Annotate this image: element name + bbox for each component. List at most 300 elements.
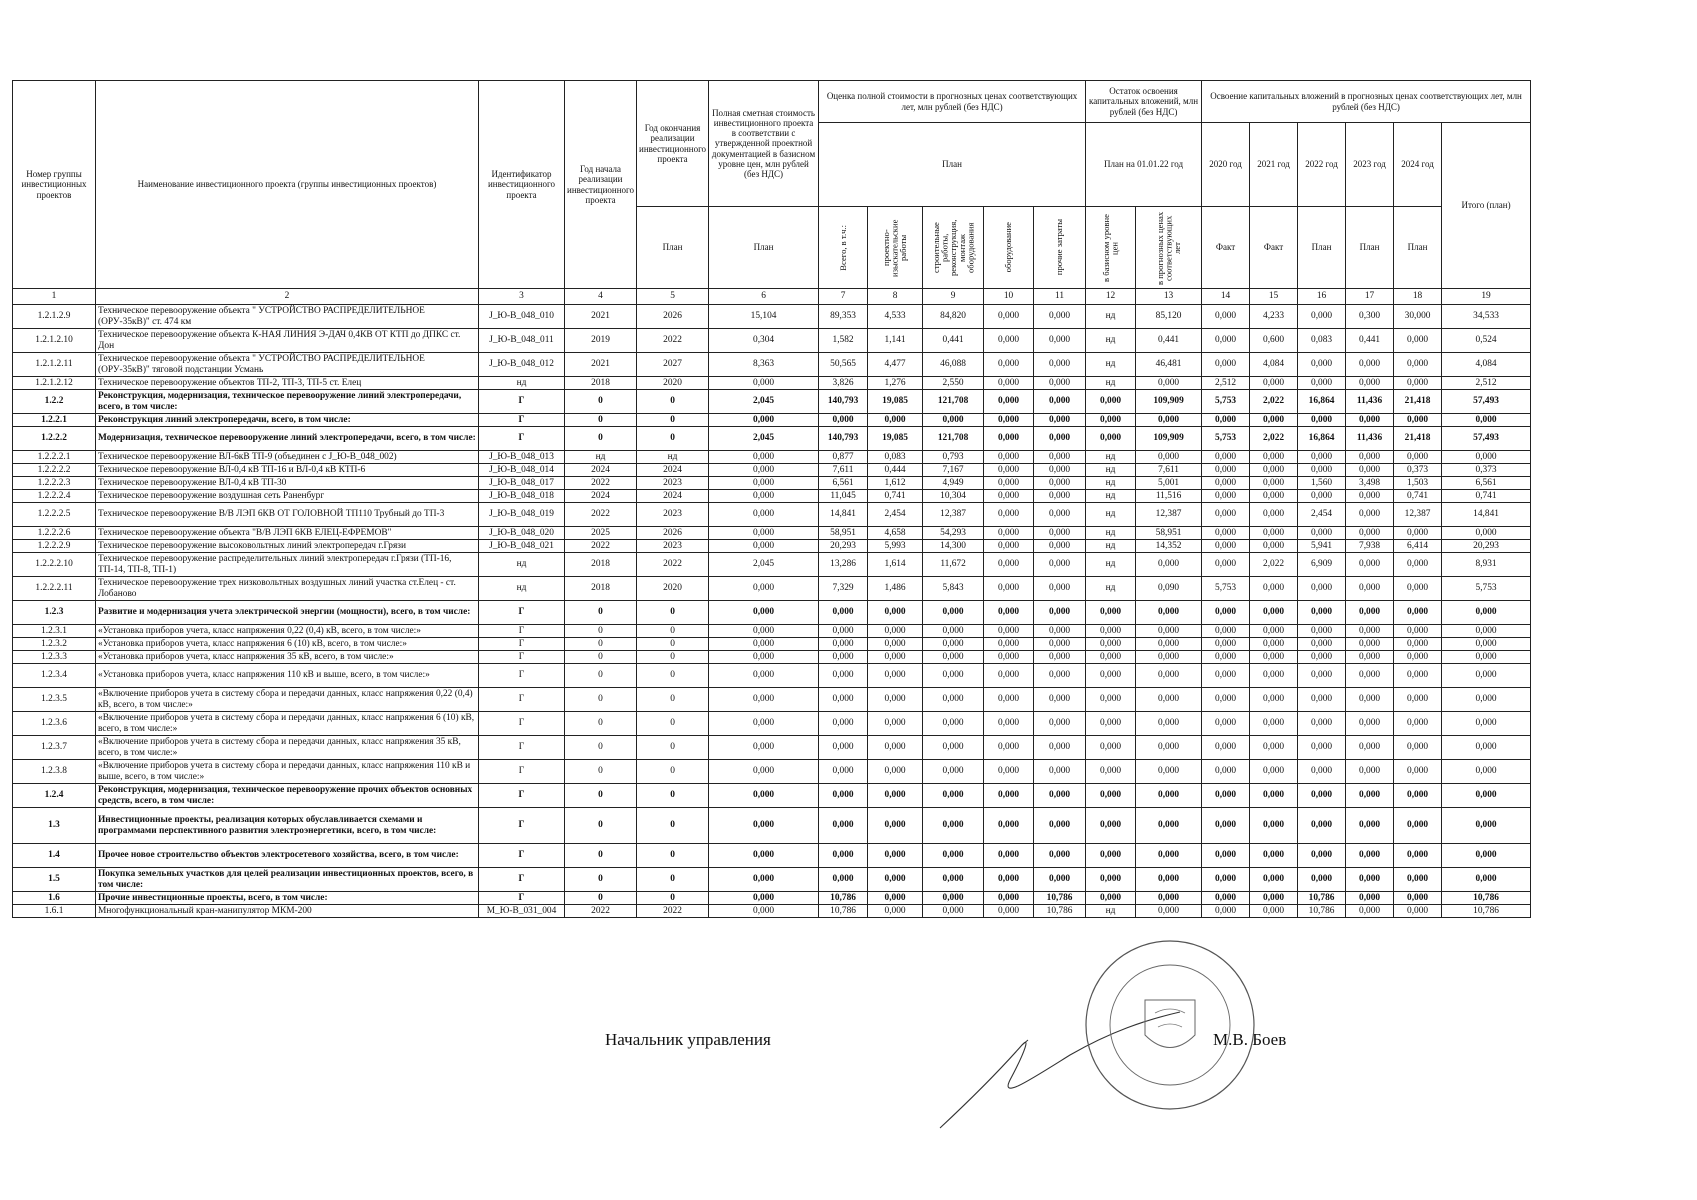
table-cell: 0,000 xyxy=(1086,651,1136,664)
column-number: 10 xyxy=(984,289,1034,305)
table-cell: 0,793 xyxy=(923,451,984,464)
table-cell: 10,786 xyxy=(1034,905,1086,918)
table-cell: 0,000 xyxy=(923,712,984,736)
table-cell: 0,000 xyxy=(1136,688,1202,712)
table-cell: 0 xyxy=(565,601,637,625)
table-cell: 0,000 xyxy=(1346,490,1394,503)
table-cell: 0,000 xyxy=(1086,601,1136,625)
table-cell: 0,000 xyxy=(923,664,984,688)
table-cell: нд xyxy=(1086,329,1136,353)
row-number: 1.2.2.2 xyxy=(13,427,96,451)
table-cell: 0,000 xyxy=(819,844,868,868)
table-cell: 0 xyxy=(565,736,637,760)
table-cell: 1,582 xyxy=(819,329,868,353)
table-cell: 0,000 xyxy=(1136,601,1202,625)
table-cell: 0,000 xyxy=(709,892,819,905)
table-cell: 0,000 xyxy=(984,638,1034,651)
header-full-cost: Полная сметная стоимость инвестиционного проекта в соответствии с утвержденной проектной документацией в базисном уровне цен, млн рублей (без НДС) xyxy=(709,81,819,207)
table-cell: 0,000 xyxy=(1034,390,1086,414)
table-cell: 0,000 xyxy=(984,688,1034,712)
table-cell: 0,000 xyxy=(923,651,984,664)
table-cell: 0,741 xyxy=(1394,490,1442,503)
header-year-2024: 2024 год xyxy=(1394,123,1442,207)
table-cell: 0,000 xyxy=(1202,503,1250,527)
table-cell: 57,493 xyxy=(1442,427,1531,451)
table-row xyxy=(13,353,1531,377)
table-cell: 0,000 xyxy=(819,784,868,808)
header-estimate-plan: План xyxy=(819,123,1086,207)
table-cell: 0,000 xyxy=(1136,638,1202,651)
table-cell: нд xyxy=(1086,553,1136,577)
table-cell: 19,085 xyxy=(868,390,923,414)
table-cell: 0,000 xyxy=(1202,651,1250,664)
table-cell: Г xyxy=(479,414,565,427)
table-cell: 57,493 xyxy=(1442,390,1531,414)
table-cell: 0,000 xyxy=(1346,664,1394,688)
table-cell: 0,000 xyxy=(1346,808,1394,844)
table-cell: 0,000 xyxy=(1034,638,1086,651)
table-cell: 0,000 xyxy=(984,712,1034,736)
table-cell: 0,000 xyxy=(1136,868,1202,892)
row-number: 1.4 xyxy=(13,844,96,868)
table-cell: 0,000 xyxy=(819,638,868,651)
table-cell: 0,000 xyxy=(1086,784,1136,808)
table-cell: 0 xyxy=(565,808,637,844)
table-cell: 15,104 xyxy=(709,305,819,329)
table-cell: 0 xyxy=(565,638,637,651)
table-cell: 46,088 xyxy=(923,353,984,377)
table-cell: 0,000 xyxy=(1202,784,1250,808)
table-cell: 0,000 xyxy=(1202,844,1250,868)
table-cell: 0,000 xyxy=(1086,414,1136,427)
table-cell: 0,000 xyxy=(1298,688,1346,712)
table-cell: 0,000 xyxy=(1346,625,1394,638)
table-cell: 0,083 xyxy=(1298,329,1346,353)
table-cell: 2023 xyxy=(637,540,709,553)
table-cell: Г xyxy=(479,736,565,760)
table-cell: 0,000 xyxy=(1136,651,1202,664)
table-cell: 0,000 xyxy=(1250,451,1298,464)
row-number: 1.2.2.2.1 xyxy=(13,451,96,464)
table-cell: 0,000 xyxy=(709,905,819,918)
table-cell: 2022 xyxy=(637,553,709,577)
table-cell: 2021 xyxy=(565,353,637,377)
column-number: 4 xyxy=(565,289,637,305)
table-cell: Г xyxy=(479,784,565,808)
column-number: 14 xyxy=(1202,289,1250,305)
column-number-row xyxy=(13,289,1531,305)
table-cell: 0,000 xyxy=(868,736,923,760)
table-cell: 14,841 xyxy=(819,503,868,527)
table-cell: 0,000 xyxy=(1202,414,1250,427)
table-cell: 2,045 xyxy=(709,390,819,414)
row-number: 1.6.1 xyxy=(13,905,96,918)
table-cell: 2025 xyxy=(565,527,637,540)
project-name: Техническое перевооружение объектов ТП-2, ТП-3, ТП-5 ст. Елец xyxy=(96,377,479,390)
table-cell: 0,000 xyxy=(1202,625,1250,638)
table-cell: 19,085 xyxy=(868,427,923,451)
table-cell: 0,000 xyxy=(923,808,984,844)
table-cell: J_Ю-В_048_014 xyxy=(479,464,565,477)
column-number: 16 xyxy=(1298,289,1346,305)
table-cell: 0,000 xyxy=(1034,464,1086,477)
table-cell: 0,000 xyxy=(1034,540,1086,553)
table-cell: 46,481 xyxy=(1136,353,1202,377)
table-cell: 0,000 xyxy=(1298,601,1346,625)
table-cell: 0,000 xyxy=(868,638,923,651)
table-cell: 0,000 xyxy=(709,736,819,760)
row-number: 1.2.3 xyxy=(13,601,96,625)
table-cell: 0,000 xyxy=(984,503,1034,527)
table-cell: 0,000 xyxy=(1034,664,1086,688)
table-cell: 0,000 xyxy=(1136,664,1202,688)
table-cell: J_Ю-В_048_010 xyxy=(479,305,565,329)
table-cell: Г xyxy=(479,808,565,844)
table-cell: 7,611 xyxy=(1136,464,1202,477)
table-cell: 0,000 xyxy=(1298,527,1346,540)
table-cell: 0,000 xyxy=(923,625,984,638)
table-cell: 0,000 xyxy=(819,760,868,784)
table-cell: 0 xyxy=(637,638,709,651)
table-cell: 0 xyxy=(637,427,709,451)
table-cell: 0,000 xyxy=(1442,638,1531,651)
table-cell: 0,000 xyxy=(1442,712,1531,736)
table-cell: 0,000 xyxy=(709,503,819,527)
table-cell: 2,454 xyxy=(1298,503,1346,527)
table-cell: 0,000 xyxy=(1346,892,1394,905)
table-cell: 0,000 xyxy=(1202,712,1250,736)
table-cell: 0 xyxy=(637,664,709,688)
official-seal xyxy=(1080,935,1260,1115)
header-year-2022: 2022 год xyxy=(1298,123,1346,207)
table-cell: 0,000 xyxy=(1298,664,1346,688)
header-2022-plan: План xyxy=(1298,207,1346,289)
project-name: «Установка приборов учета, класс напряжения 0,22 (0,4) кВ, всего, в том числе:» xyxy=(96,625,479,638)
table-cell: 109,909 xyxy=(1136,427,1202,451)
table-cell: 16,864 xyxy=(1298,390,1346,414)
table-cell: Г xyxy=(479,638,565,651)
table-cell: нд xyxy=(1086,540,1136,553)
column-number: 5 xyxy=(637,289,709,305)
table-cell: 0,000 xyxy=(1034,868,1086,892)
row-number: 1.2.2.2.6 xyxy=(13,527,96,540)
table-cell: 0,000 xyxy=(1034,844,1086,868)
table-cell: 0,000 xyxy=(1034,736,1086,760)
table-cell: 2024 xyxy=(637,464,709,477)
table-cell: 0,000 xyxy=(709,808,819,844)
table-cell: нд xyxy=(1086,905,1136,918)
table-cell: 2024 xyxy=(637,490,709,503)
table-cell: 0,000 xyxy=(1394,553,1442,577)
table-cell: 0,000 xyxy=(984,490,1034,503)
table-cell: 0,000 xyxy=(984,905,1034,918)
table-cell: 0,000 xyxy=(1442,651,1531,664)
table-cell: J_Ю-В_048_013 xyxy=(479,451,565,464)
table-cell: 0,000 xyxy=(868,784,923,808)
table-cell: Г xyxy=(479,892,565,905)
table-cell: 0,000 xyxy=(984,329,1034,353)
header-base-prices: в базисном уровне цен xyxy=(1100,213,1120,282)
table-cell: 0,000 xyxy=(709,688,819,712)
table-cell: J_Ю-В_048_019 xyxy=(479,503,565,527)
table-cell: 1,503 xyxy=(1394,477,1442,490)
table-cell: 0,000 xyxy=(709,451,819,464)
table-cell: 0,444 xyxy=(868,464,923,477)
row-number: 1.2.3.5 xyxy=(13,688,96,712)
table-row xyxy=(13,464,1531,477)
table-cell: 0,000 xyxy=(1202,477,1250,490)
table-cell: 0,000 xyxy=(868,601,923,625)
table-cell: 2018 xyxy=(565,577,637,601)
table-cell: 0,373 xyxy=(1394,464,1442,477)
table-cell: 0,000 xyxy=(1394,844,1442,868)
table-cell: 2027 xyxy=(637,353,709,377)
table-cell: 0,000 xyxy=(1442,664,1531,688)
table-cell: 0,000 xyxy=(1250,651,1298,664)
table-cell: 0,000 xyxy=(1250,414,1298,427)
table-cell: 0,000 xyxy=(1346,503,1394,527)
table-cell: 0,000 xyxy=(984,892,1034,905)
table-cell: 0,000 xyxy=(868,868,923,892)
table-cell: 0,000 xyxy=(1086,427,1136,451)
project-name: Развитие и модернизация учета электрической энергии (мощности), всего, в том числе: xyxy=(96,601,479,625)
table-row xyxy=(13,760,1531,784)
table-cell: 0,000 xyxy=(1298,577,1346,601)
header-design-works: проектно-изыскательские работы xyxy=(881,218,909,277)
table-cell: 0,000 xyxy=(1346,377,1394,390)
table-cell: 8,363 xyxy=(709,353,819,377)
table-cell: 0,000 xyxy=(1202,892,1250,905)
table-cell: нд xyxy=(479,553,565,577)
header-year-end: Год окончания реализации инвестиционного проекта xyxy=(637,81,709,207)
table-cell: 0 xyxy=(637,892,709,905)
table-cell: 10,786 xyxy=(1442,892,1531,905)
table-cell: 2,550 xyxy=(923,377,984,390)
table-cell: 0,000 xyxy=(1394,625,1442,638)
table-cell: 0,000 xyxy=(923,601,984,625)
table-cell: 0,000 xyxy=(1298,414,1346,427)
table-cell: 3,826 xyxy=(819,377,868,390)
table-cell: нд xyxy=(1086,527,1136,540)
table-row xyxy=(13,377,1531,390)
table-cell: 0,000 xyxy=(984,868,1034,892)
table-cell: 0,000 xyxy=(1394,712,1442,736)
table-cell: 0,000 xyxy=(984,808,1034,844)
project-name: Инвестиционные проекты, реализация которых обуславливается схемами и программами перспективного развития электроэнергетики, всего, в том числе: xyxy=(96,808,479,844)
table-cell: 0,000 xyxy=(1250,477,1298,490)
table-cell: 5,753 xyxy=(1202,390,1250,414)
table-cell: 12,387 xyxy=(1394,503,1442,527)
table-cell: 109,909 xyxy=(1136,390,1202,414)
table-cell: 0,600 xyxy=(1250,329,1298,353)
table-cell: 2022 xyxy=(565,477,637,490)
table-cell: 6,909 xyxy=(1298,553,1346,577)
table-cell: 11,436 xyxy=(1346,390,1394,414)
table-cell: 0,000 xyxy=(923,638,984,651)
table-cell: 0 xyxy=(637,390,709,414)
table-cell: 140,793 xyxy=(819,390,868,414)
table-cell: 121,708 xyxy=(923,427,984,451)
table-cell: 0,000 xyxy=(709,601,819,625)
table-cell: 0,000 xyxy=(709,760,819,784)
table-cell: 0 xyxy=(565,651,637,664)
table-row xyxy=(13,577,1531,601)
row-number: 1.2.1.2.12 xyxy=(13,377,96,390)
table-cell: 0,000 xyxy=(709,712,819,736)
column-number: 6 xyxy=(709,289,819,305)
table-cell: 0,000 xyxy=(1086,712,1136,736)
table-cell: 0,000 xyxy=(1086,688,1136,712)
table-cell: 0,000 xyxy=(709,844,819,868)
table-cell: 12,387 xyxy=(1136,503,1202,527)
table-cell: 0,000 xyxy=(819,651,868,664)
table-cell: 0 xyxy=(637,868,709,892)
project-name: Реконструкция линий электропередачи, всего, в том числе: xyxy=(96,414,479,427)
table-cell: 0,000 xyxy=(1346,712,1394,736)
table-cell: 0 xyxy=(637,414,709,427)
table-cell: нд xyxy=(1086,477,1136,490)
table-cell: 2020 xyxy=(637,377,709,390)
project-name: Модернизация, техническое перевооружение линий электропередачи, всего, в том числе: xyxy=(96,427,479,451)
project-name: Прочее новое строительство объектов электросетевого хозяйства, всего, в том числе: xyxy=(96,844,479,868)
row-number: 1.2.3.7 xyxy=(13,736,96,760)
table-cell: 0,000 xyxy=(984,377,1034,390)
table-cell: 0,000 xyxy=(1250,844,1298,868)
table-cell: нд xyxy=(565,451,637,464)
table-cell: 0,000 xyxy=(1250,490,1298,503)
table-cell: 2020 xyxy=(637,577,709,601)
table-cell: 2,512 xyxy=(1442,377,1531,390)
table-cell: 0,000 xyxy=(984,784,1034,808)
table-cell: 12,387 xyxy=(923,503,984,527)
project-name: Техническое перевооружение объекта " УСТРОЙСТВО РАСПРЕДЕЛИТЕЛЬНОЕ (ОРУ-35кВ)" тяговой подстанции Усмань xyxy=(96,353,479,377)
investment-program-table xyxy=(12,80,1531,918)
table-cell: 0 xyxy=(637,760,709,784)
table-cell: 2018 xyxy=(565,553,637,577)
table-cell: 0 xyxy=(637,625,709,638)
row-number: 1.2.4 xyxy=(13,784,96,808)
row-number: 1.2.2.1 xyxy=(13,414,96,427)
row-number: 1.2.3.8 xyxy=(13,760,96,784)
table-cell: 0,000 xyxy=(923,844,984,868)
table-cell: 0,000 xyxy=(1250,760,1298,784)
row-number: 1.5 xyxy=(13,868,96,892)
table-cell: 0 xyxy=(565,892,637,905)
table-cell: 0,000 xyxy=(1202,305,1250,329)
table-cell: 0,000 xyxy=(1136,760,1202,784)
table-cell: 0,000 xyxy=(1136,625,1202,638)
table-cell: 0,000 xyxy=(709,490,819,503)
table-cell: 0,000 xyxy=(1394,688,1442,712)
table-cell: 0,000 xyxy=(984,844,1034,868)
table-cell: 0,000 xyxy=(819,601,868,625)
table-cell: 0,000 xyxy=(819,868,868,892)
table-row xyxy=(13,638,1531,651)
header-year-2023: 2023 год xyxy=(1346,123,1394,207)
table-cell: 2026 xyxy=(637,527,709,540)
header-other-costs: прочие затраты xyxy=(1054,219,1065,276)
table-body xyxy=(13,289,1531,918)
table-cell: 10,786 xyxy=(819,905,868,918)
table-cell: J_Ю-В_048_018 xyxy=(479,490,565,503)
table-cell: 0,000 xyxy=(709,577,819,601)
row-number: 1.2.2.2.9 xyxy=(13,540,96,553)
column-number: 19 xyxy=(1442,289,1531,305)
table-cell: 0,000 xyxy=(1442,527,1531,540)
table-cell: 0 xyxy=(565,844,637,868)
table-cell: 0,000 xyxy=(819,808,868,844)
table-cell: 0,000 xyxy=(1298,625,1346,638)
row-number: 1.2.3.6 xyxy=(13,712,96,736)
table-cell: 16,864 xyxy=(1298,427,1346,451)
column-number: 13 xyxy=(1136,289,1202,305)
table-cell: 0,000 xyxy=(1034,490,1086,503)
project-name: Прочие инвестиционные проекты, всего, в том числе: xyxy=(96,892,479,905)
table-cell: 0,000 xyxy=(1202,527,1250,540)
table-cell: 0,000 xyxy=(1394,451,1442,464)
table-cell: 0,000 xyxy=(1346,868,1394,892)
table-cell: J_Ю-В_048_021 xyxy=(479,540,565,553)
table-cell: 7,938 xyxy=(1346,540,1394,553)
table-cell: 14,841 xyxy=(1442,503,1531,527)
table-cell: 0,000 xyxy=(1298,712,1346,736)
project-name: Техническое перевооружение трех низковольтных воздушных линий участка ст.Елец - ст. Лобаново xyxy=(96,577,479,601)
table-cell: 50,565 xyxy=(819,353,868,377)
table-cell: нд xyxy=(1086,464,1136,477)
table-cell: 0,000 xyxy=(1394,808,1442,844)
table-cell: 0,000 xyxy=(1086,868,1136,892)
table-cell: 10,304 xyxy=(923,490,984,503)
table-cell: 0,000 xyxy=(984,305,1034,329)
header-forecast-prices: в прогнозных ценах соответствующих лет xyxy=(1154,210,1182,285)
row-number: 1.2.3.1 xyxy=(13,625,96,638)
table-cell: 0,000 xyxy=(1034,451,1086,464)
table-cell: 2024 xyxy=(565,464,637,477)
table-cell: 0,000 xyxy=(923,892,984,905)
table-cell: 0,000 xyxy=(1086,844,1136,868)
table-row xyxy=(13,540,1531,553)
table-cell: 0,000 xyxy=(1394,892,1442,905)
table-cell: 0,000 xyxy=(1034,784,1086,808)
header-plan-0101: План на 01.01.22 год xyxy=(1086,123,1202,207)
table-cell: 0,000 xyxy=(868,905,923,918)
row-number: 1.2.3.2 xyxy=(13,638,96,651)
table-cell: 5,753 xyxy=(1442,577,1531,601)
table-cell: 2,022 xyxy=(1250,553,1298,577)
table-cell: 0,000 xyxy=(709,651,819,664)
table-cell: J_Ю-В_048_020 xyxy=(479,527,565,540)
table-cell: 13,286 xyxy=(819,553,868,577)
table-cell: 0,000 xyxy=(1034,553,1086,577)
column-number: 8 xyxy=(868,289,923,305)
table-row xyxy=(13,808,1531,844)
table-cell: 0,000 xyxy=(1202,638,1250,651)
header-project-name: Наименование инвестиционного проекта (группы инвестиционных проектов) xyxy=(96,81,479,289)
table-cell: 0,000 xyxy=(1442,868,1531,892)
table-cell: 0,000 xyxy=(1346,451,1394,464)
table-row xyxy=(13,527,1531,540)
signatory-name: М.В. Боев xyxy=(1213,1030,1287,1049)
table-cell: 0,000 xyxy=(1442,688,1531,712)
table-cell: 0,000 xyxy=(1394,868,1442,892)
table-cell: 0,000 xyxy=(709,414,819,427)
table-row xyxy=(13,892,1531,905)
header-balance: Остаток освоения капитальных вложений, млн рублей (без НДС) xyxy=(1086,81,1202,123)
table-cell: 0,000 xyxy=(1250,664,1298,688)
table-cell: 0,000 xyxy=(1202,905,1250,918)
project-name: Техническое перевооружение распределительных линий электропередач г.Грязи (ТП-16, ТП-14, ТП-8, ТП-1) xyxy=(96,553,479,577)
table-cell: 1,614 xyxy=(868,553,923,577)
